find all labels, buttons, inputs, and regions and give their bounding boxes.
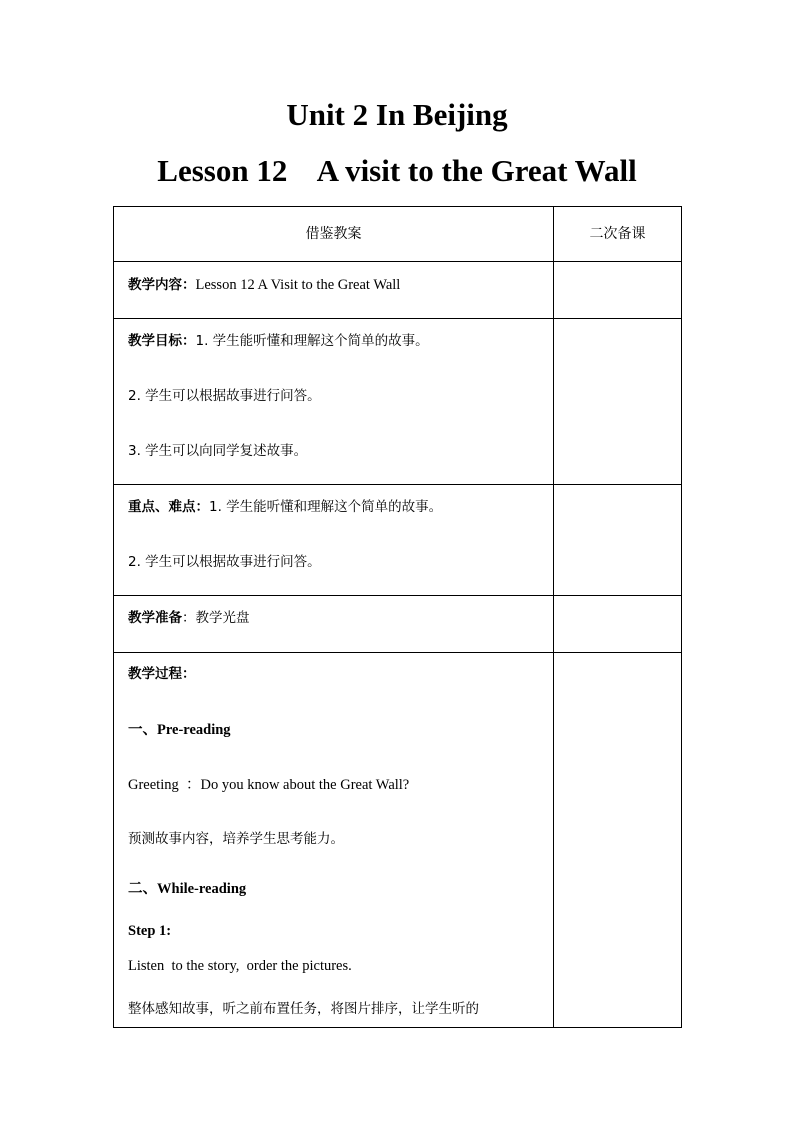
goal-item-3: 3. 学生可以向同学复述故事。 xyxy=(128,443,308,459)
preparation-label: 教学准备 xyxy=(128,610,182,626)
content-row xyxy=(114,262,682,319)
process-notes xyxy=(554,653,682,1028)
keypoint-item-1: 1. 学生能听懂和理解这个简单的故事。 xyxy=(209,499,443,515)
keypoint-item-2: 2. 学生可以根据故事进行问答。 xyxy=(128,554,321,570)
goals-label: 教学目标： xyxy=(128,333,196,349)
overall-line: 整体感知故事，听之前布置任务，将图片排序，让学生听的 xyxy=(128,1001,479,1017)
keypoints-row xyxy=(114,485,682,596)
preparation-notes xyxy=(554,596,682,653)
greeting-line: Greeting ：Do you know about the Great Wall? xyxy=(128,777,410,793)
preparation-row xyxy=(114,596,682,653)
goal-item-1: 1. 学生能听懂和理解这个简单的故事。 xyxy=(195,333,429,349)
goal-item-2: 2. 学生可以根据故事进行问答。 xyxy=(128,388,321,404)
goals-row xyxy=(114,319,682,485)
header-right: 二次备课 xyxy=(554,207,682,262)
keypoints-cell xyxy=(114,485,554,596)
process-row xyxy=(114,653,682,1028)
pre-reading-heading: 一、Pre-reading xyxy=(128,722,231,738)
lesson-plan-table xyxy=(113,206,682,1028)
unit-title: Unit 2 In Beijing xyxy=(286,97,508,132)
while-reading-heading: 二、While-reading xyxy=(128,881,247,897)
content-label: 教学内容： xyxy=(128,277,196,293)
lesson-title-text: Lesson 12 A visit to the Great Wall xyxy=(157,153,637,188)
header-left: 借鉴教案 xyxy=(114,207,554,262)
content-cell xyxy=(114,262,554,319)
content-value: Lesson 12 A Visit to the Great Wall xyxy=(195,277,401,293)
content-notes xyxy=(554,262,682,319)
listen-line: Listen to the story, order the pictures. xyxy=(128,958,352,974)
goals-notes xyxy=(554,319,682,485)
step1-heading: Step 1: xyxy=(128,923,172,939)
keypoints-label: 重点、难点： xyxy=(128,499,209,515)
predict-line: 预测故事内容，培养学生思考能力。 xyxy=(128,831,344,847)
preparation-value: ：教学光盘 xyxy=(182,610,250,626)
process-label: 教学过程： xyxy=(128,666,196,682)
table-header-row xyxy=(114,207,682,262)
process-cell xyxy=(114,653,554,1028)
preparation-cell xyxy=(114,596,554,653)
lesson-title xyxy=(0,153,794,189)
keypoints-notes xyxy=(554,485,682,596)
goals-cell xyxy=(114,319,554,485)
